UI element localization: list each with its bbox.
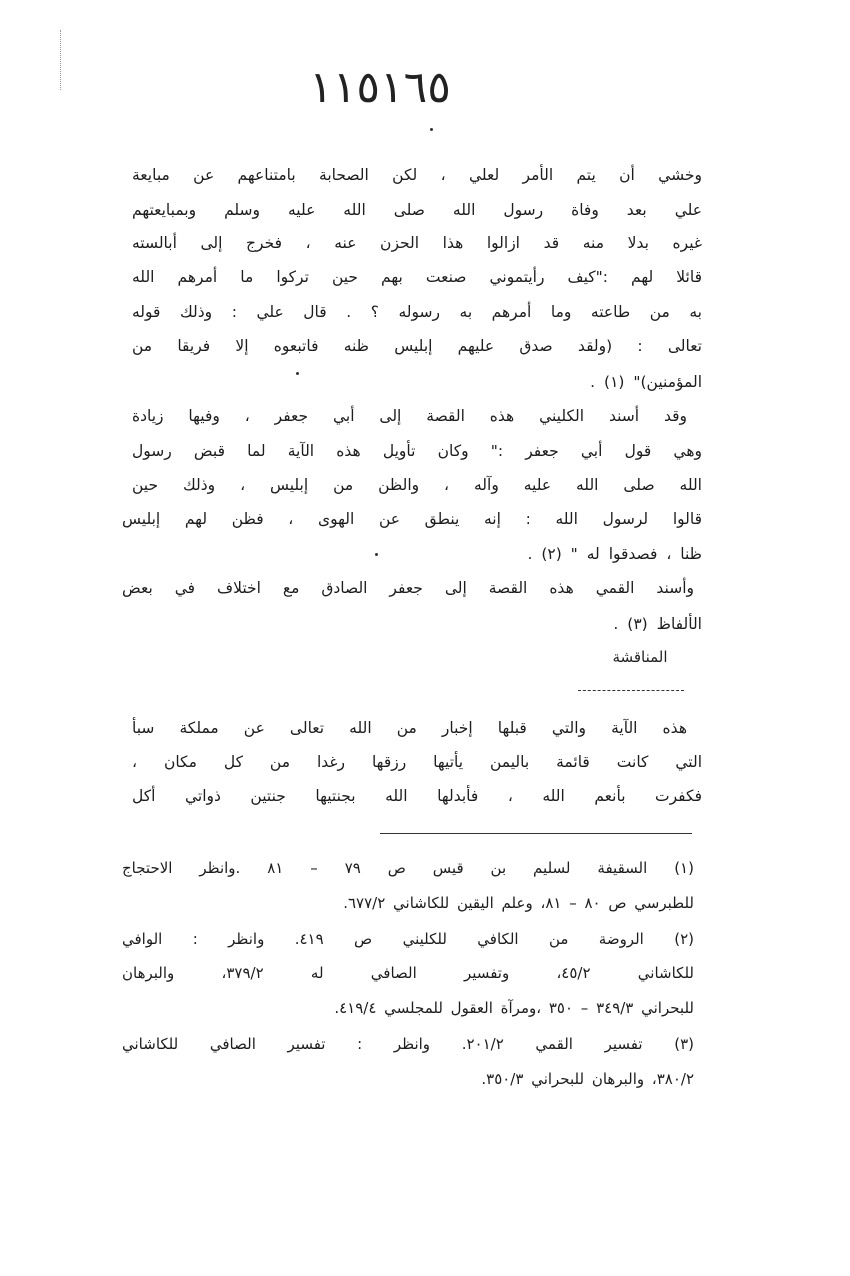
footnote-line-5: للبحراني ٣٤٩/٣ – ٣٥٠ ،ومرآة العقول للمجلسي ٤١٩/٤. — [334, 999, 694, 1017]
footnote-line-7: ٣٨٠/٢، والبرهان للبحراني ٣٥٠/٣. — [481, 1070, 694, 1088]
body-line-6: تعالى : (ولقد صدق عليهم إبليس ظنه فاتبعوه إلا فريقا من — [132, 337, 702, 355]
body-line-11: قالوا لرسول الله : إنه ينطق عن الهوى ، فظن لهم إبليس — [122, 510, 702, 528]
body-line-7: المؤمنين)" (١) . — [590, 373, 702, 391]
heading-underline — [578, 690, 684, 691]
footnote-line-3: (٢) الروضة من الكافي للكليني ص ٤١٩. وانظر : الوافي — [122, 930, 694, 948]
body-line-4: قائلا لهم :"كيف رأيتموني صنعت بهم حين تركوا ما أمرهم الله — [132, 268, 702, 286]
footnote-line-1: (١) السقيفة لسليم بن قيس ص ٧٩ – ٨١ .وانظر الاحتجاج — [122, 859, 694, 877]
footnote-line-4: للكاشاني ٤٥/٢، وتفسير الصافي له ٣٧٩/٢، والبرهان — [122, 964, 694, 982]
body-line-5: به من طاعته وما أمرهم به رسوله ؟ . قال علي : وذلك قوله — [132, 303, 702, 321]
body-line-10: الله صلى الله عليه وآله ، والظن من إبليس ، وذلك حين — [132, 476, 702, 494]
body-line-13: وأسند القمي هذه القصة إلى جعفر الصادق مع اختلاف في بعض — [122, 579, 694, 597]
page-number: ١١٥١٦٥ — [309, 62, 451, 113]
body-line-14: الألفاظ (٣) . — [613, 615, 702, 633]
body-line-3: غيره بدلا منه قد ازالوا هذا الحزن عنه ، فخرج إلى أبالسته — [132, 234, 702, 252]
body-line-1: وخشي أن يتم الأمر لعلي ، لكن الصحابة بامتناعهم عن مبايعة — [132, 166, 702, 184]
margin-mark — [60, 30, 62, 90]
footnote-line-6: (٣) تفسير القمي ٢٠١/٢. وانظر : تفسير الصافي للكاشاني — [122, 1035, 694, 1053]
discussion-line-1: هذه الآية والتي قبلها إخبار من الله تعالى عن مملكة سبأ — [132, 719, 687, 737]
body-line-9: وهي قول أبي جعفر :" وكان تأويل هذه الآية لما قبض رسول — [132, 442, 702, 460]
discussion-line-3: فكفرت بأنعم الله ، فأبدلها الله بجنتيها جنتين ذواتي أكل — [132, 787, 702, 805]
discussion-line-2: التي كانت قائمة باليمن يأتيها رزقها رغدا من كل مكان ، — [132, 753, 702, 771]
footnote-line-2: للطبرسي ص ٨٠ – ٨١، وعلم اليقين للكاشاني ٦٧٧/٢. — [343, 894, 694, 912]
body-line-8: وقد أسند الكليني هذه القصة إلى أبي جعفر ، وفيها زيادة — [132, 407, 687, 425]
section-heading: المناقشة — [612, 648, 668, 666]
body-line-2: علي بعد وفاة رسول الله صلى الله عليه وسلم وبمبايعتهم — [132, 201, 702, 219]
ink-speck — [430, 128, 433, 131]
body-line-12: ظنا ، فصدقوا له " (٢) . — [527, 545, 702, 563]
footnote-separator — [380, 833, 692, 834]
